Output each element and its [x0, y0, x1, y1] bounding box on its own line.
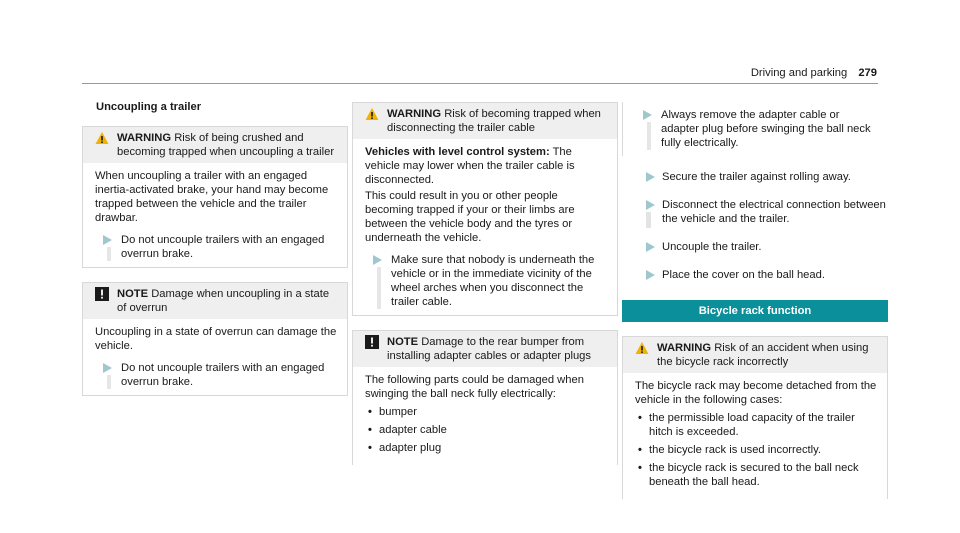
column-3	[622, 102, 888, 513]
warning-body-text: The bicycle rack may become detached from the vehicle in the following cases:	[635, 380, 877, 406]
step-rail	[647, 122, 651, 150]
list-item: • the permissible load capacity of the trailer hitch is exceeded.	[635, 411, 879, 439]
note-head-text: Damage when uncoupling in a state of overrun	[117, 288, 330, 314]
continued-step-body	[623, 102, 888, 156]
warning-box-head	[353, 103, 617, 139]
warning-box-body	[83, 163, 347, 267]
note-box	[82, 282, 348, 396]
note-exclamation-icon	[95, 287, 109, 301]
step-arrow-icon	[103, 235, 112, 245]
note-head-text: Damage to the rear bumper from installing adapter cables or adapter plugs	[387, 336, 591, 362]
step-arrow-icon	[103, 363, 112, 373]
step-arrow-icon	[646, 242, 655, 252]
column-2	[352, 102, 618, 479]
running-head	[751, 66, 877, 80]
list-item: • the bicycle rack is used incorrectly.	[635, 443, 879, 457]
section-heading: Uncoupling a trailer	[96, 101, 202, 113]
note-box	[352, 330, 618, 465]
list-item: • the bicycle rack is secured to the ball neck beneath the ball head.	[635, 461, 879, 489]
warning-condition-label: Vehicles with level control system:	[365, 146, 550, 158]
step-arrow-icon	[646, 270, 655, 280]
running-head-title: Driving and parking	[750, 67, 848, 79]
damage-parts-list	[365, 405, 609, 455]
step-text: Always remove the adapter cable or adapter plug before swinging the ball neck fully electrically.	[661, 109, 871, 149]
step-text: Do not uncouple trailers with an engaged overrun brake.	[121, 234, 325, 260]
page-number: 279	[858, 67, 877, 79]
section-bar: Bicycle rack function	[622, 300, 888, 322]
warning-box-head	[623, 337, 887, 373]
warning-box-body	[623, 373, 887, 499]
warning-condition-text: The vehicle may lower when the trailer cable is disconnected.	[365, 146, 575, 186]
step-arrow-icon	[646, 172, 655, 182]
warning-box-head	[83, 127, 347, 163]
instruction-step	[95, 233, 339, 261]
instruction-step	[622, 198, 888, 226]
step-rail	[646, 212, 651, 228]
continued-step-box	[622, 102, 888, 156]
note-exclamation-icon	[365, 335, 379, 349]
warning-triangle-icon	[635, 341, 649, 355]
warning-head-text: Risk of an accident when using the bicycle rack incorrectly	[657, 342, 869, 368]
detach-cases-list	[635, 411, 879, 489]
instruction-step	[635, 108, 880, 150]
step-rail	[107, 247, 111, 261]
note-keyword: NOTE	[387, 336, 419, 348]
note-box-head	[83, 283, 347, 319]
warning-keyword: WARNING	[117, 132, 172, 144]
warning-head-text: Risk of being crushed and becoming trapped when uncoupling a trailer	[117, 132, 335, 158]
instruction-step	[365, 253, 609, 309]
warning-triangle-icon	[365, 107, 379, 121]
step-text: Secure the trailer against rolling away.	[662, 171, 851, 183]
step-arrow-icon	[646, 200, 655, 210]
list-item: • bumper	[365, 405, 609, 419]
note-keyword: NOTE	[117, 288, 149, 300]
warning-head-text: Risk of becoming trapped when disconnecting the trailer cable	[387, 108, 601, 134]
step-text: Place the cover on the ball head.	[662, 269, 825, 281]
note-body-text: The following parts could be damaged when swinging the ball neck fully electrically:	[365, 374, 584, 400]
note-box-head	[353, 331, 617, 367]
instruction-step	[622, 268, 888, 282]
note-box-body	[83, 319, 347, 395]
header-rule	[82, 83, 878, 84]
warning-box	[352, 102, 618, 316]
step-text: Do not uncouple trailers with an engaged overrun brake.	[121, 362, 325, 388]
list-item: • adapter plug	[365, 441, 609, 455]
instruction-step	[622, 170, 888, 184]
instruction-step	[95, 361, 339, 389]
instruction-step	[622, 240, 888, 254]
column-1	[82, 100, 348, 410]
list-item: • adapter cable	[365, 423, 609, 437]
step-text: Uncouple the trailer.	[662, 241, 762, 253]
warning-body-text: This could result in you or other people becoming trapped if your or their limbs are between the vehicle body and the tyres or underneath the vehicle.	[365, 190, 575, 244]
warning-box-body	[353, 139, 617, 315]
step-text: Disconnect the electrical connection between the vehicle and the trailer.	[662, 199, 886, 225]
note-box-body	[353, 367, 617, 465]
warning-box	[622, 336, 888, 499]
note-body-text: Uncoupling in a state of overrun can damage the vehicle.	[95, 326, 337, 352]
step-arrow-icon	[643, 110, 652, 120]
warning-keyword: WARNING	[387, 108, 442, 120]
step-arrow-icon	[373, 255, 382, 265]
warning-box	[82, 126, 348, 268]
step-rail	[377, 267, 381, 309]
step-rail	[107, 375, 111, 389]
step-text: Make sure that nobody is underneath the vehicle or in the immediate vicinity of the wheel arches when you disconnect the trailer cable.	[391, 254, 595, 308]
warning-condition	[365, 145, 609, 187]
warning-body-text: When uncoupling a trailer with an engaged inertia-activated brake, your hand may become trapped between the vehicle and the trailer drawbar.	[95, 170, 329, 224]
warning-triangle-icon	[95, 131, 109, 145]
warning-keyword: WARNING	[657, 342, 712, 354]
